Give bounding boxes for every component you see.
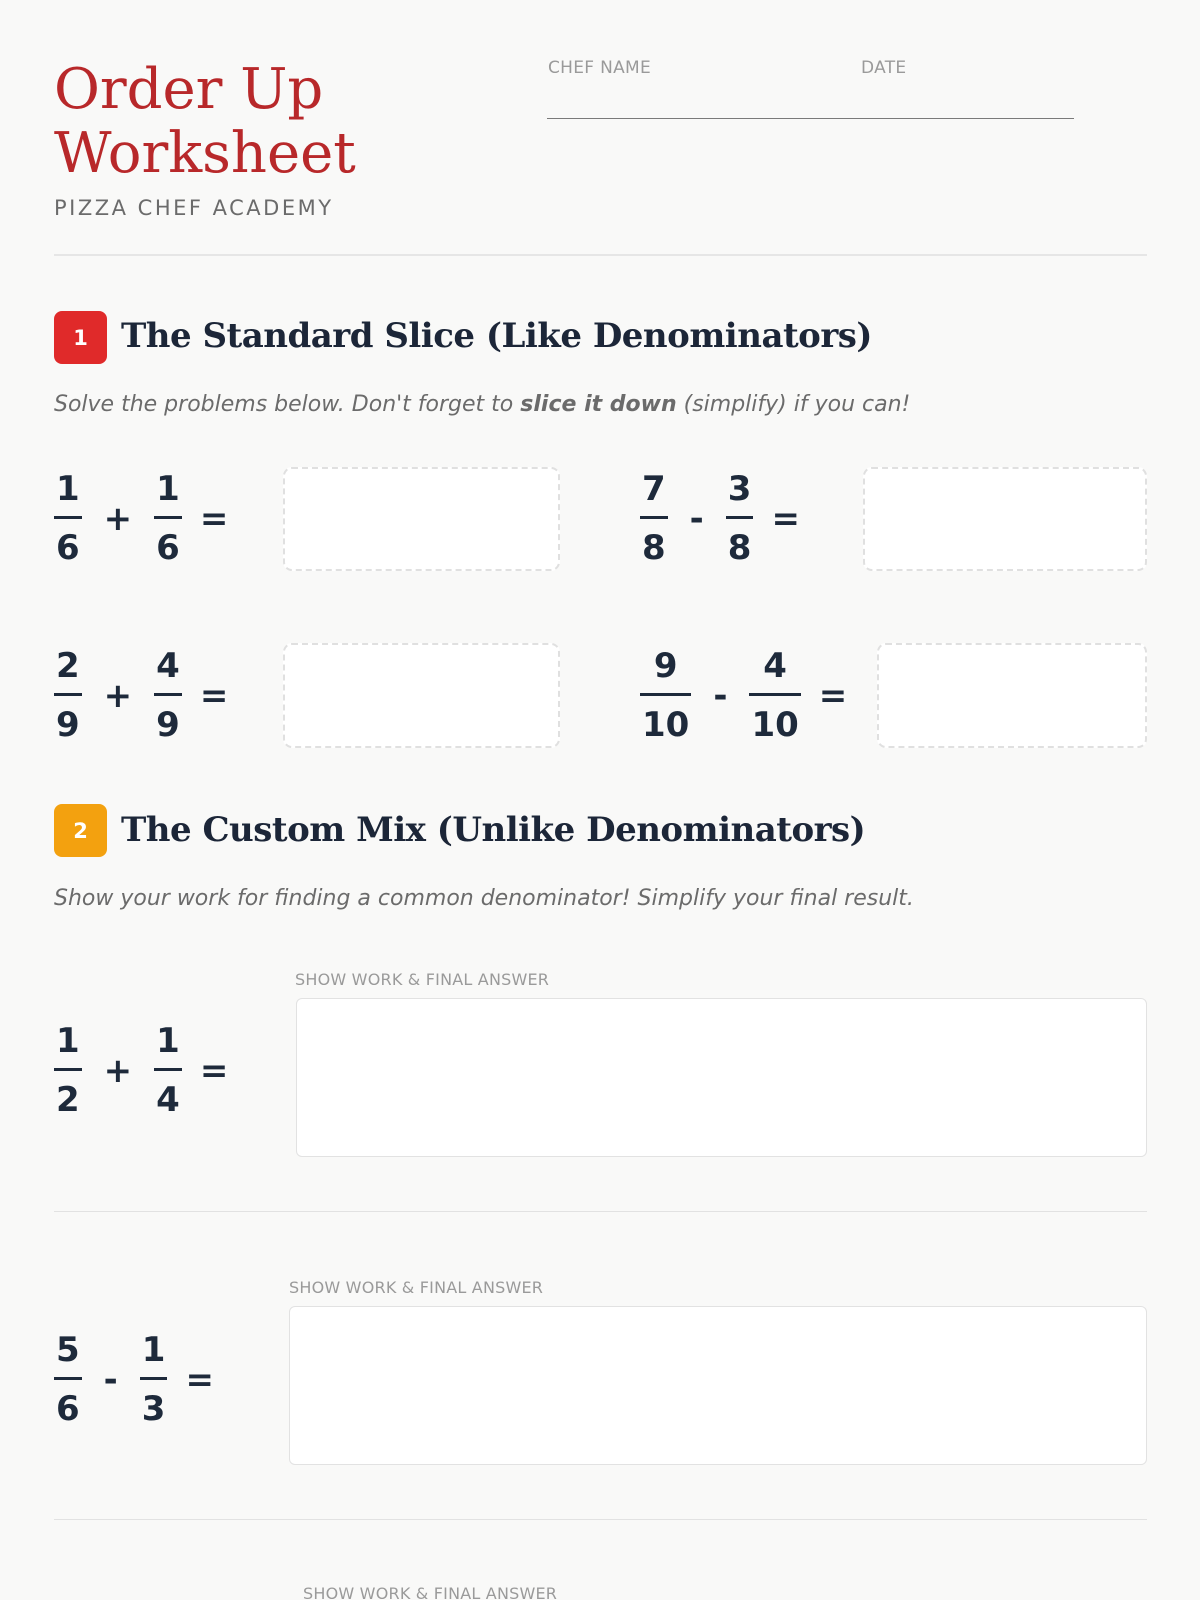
answer-box-3[interactable]	[283, 643, 560, 748]
section-2-badge: 2	[54, 804, 107, 857]
mix-problem-1-equation	[54, 1022, 228, 1119]
fraction-bar	[640, 516, 668, 519]
numerator: 3	[727, 469, 752, 509]
equals-sign: =	[199, 498, 229, 539]
fraction-bar	[154, 516, 182, 519]
equals-sign: =	[185, 1359, 214, 1400]
operator: +	[103, 498, 133, 539]
section-1-instructions	[54, 392, 910, 417]
denominator: 6	[56, 1389, 80, 1429]
problem-4-equation	[640, 647, 847, 744]
equals-sign: =	[818, 675, 848, 716]
fraction	[140, 1331, 168, 1428]
section-1-badge: 1	[54, 311, 107, 364]
fraction	[640, 470, 668, 567]
date-label: DATE	[861, 58, 907, 78]
fraction	[54, 470, 82, 567]
denominator: 8	[727, 528, 752, 568]
problem-3-equation	[54, 647, 228, 744]
numerator: 7	[642, 469, 666, 509]
denominator: 10	[642, 705, 690, 745]
fraction	[54, 1022, 82, 1119]
denominator: 8	[642, 528, 666, 568]
fraction	[640, 647, 691, 744]
numerator: 5	[56, 1330, 80, 1370]
numerator: 1	[156, 469, 180, 509]
fraction	[54, 1331, 82, 1428]
work-label-1: SHOW WORK & FINAL ANSWER	[295, 970, 550, 989]
fraction-bar	[154, 1068, 182, 1071]
denominator: 3	[141, 1389, 166, 1429]
denominator: 4	[156, 1080, 180, 1120]
numerator: 9	[653, 646, 678, 686]
fraction-bar	[140, 1377, 168, 1380]
denominator: 9	[156, 705, 180, 745]
operator: +	[103, 1050, 133, 1091]
problem-1-equation	[54, 470, 228, 567]
work-box-2[interactable]	[289, 1306, 1147, 1465]
section-1-title: The Standard Slice (Like Denominators)	[121, 316, 872, 356]
fraction-bar	[726, 516, 754, 519]
numerator: 1	[56, 469, 80, 509]
denominator: 6	[156, 528, 180, 568]
instructions-text-end: (simplify) if you can!	[676, 392, 911, 417]
section-2-title: The Custom Mix (Unlike Denominators)	[121, 810, 866, 850]
denominator: 2	[56, 1080, 80, 1120]
fraction	[154, 647, 182, 744]
work-label-2: SHOW WORK & FINAL ANSWER	[289, 1278, 544, 1297]
fraction-bar	[640, 693, 691, 696]
numerator: 4	[156, 646, 180, 686]
numerator: 4	[763, 646, 787, 686]
equals-sign: =	[771, 498, 800, 539]
numerator: 2	[56, 646, 80, 686]
problem-divider-2	[54, 1519, 1147, 1520]
numerator: 1	[56, 1021, 80, 1061]
answer-box-2[interactable]	[863, 467, 1147, 571]
fraction	[54, 647, 82, 744]
denominator: 6	[56, 528, 80, 568]
numerator: 1	[156, 1021, 180, 1061]
operator: -	[103, 1359, 118, 1400]
problem-2-equation	[640, 470, 800, 567]
fraction	[726, 470, 754, 567]
fraction-bar	[54, 1377, 82, 1380]
academy-subtitle: PIZZA CHEF ACADEMY	[54, 196, 334, 220]
mix-problem-2-equation	[54, 1331, 214, 1428]
work-box-1[interactable]	[296, 998, 1147, 1157]
answer-box-1[interactable]	[283, 467, 560, 571]
answer-box-4[interactable]	[877, 643, 1147, 748]
header-divider	[54, 254, 1147, 256]
equals-sign: =	[199, 1050, 229, 1091]
instructions-emphasis: slice it down	[520, 392, 677, 417]
fraction-bar	[54, 516, 82, 519]
fraction-bar	[54, 693, 82, 696]
numerator: 1	[141, 1330, 166, 1370]
operator: +	[103, 675, 133, 716]
denominator: 10	[751, 705, 799, 745]
fraction-bar	[749, 693, 800, 696]
denominator: 9	[56, 705, 80, 745]
instructions-text-start: Solve the problems below. Don't forget to	[54, 392, 521, 417]
fraction	[154, 470, 182, 567]
operator: -	[713, 675, 728, 716]
section-2-instructions: Show your work for finding a common denominator! Simplify your final result.	[54, 886, 914, 911]
worksheet-title: Order Up Worksheet	[54, 57, 356, 186]
fraction-bar	[54, 1068, 82, 1071]
fraction-bar	[154, 693, 182, 696]
fraction	[154, 1022, 182, 1119]
work-label-3: SHOW WORK & FINAL ANSWER	[303, 1584, 558, 1600]
fraction	[749, 647, 800, 744]
equals-sign: =	[199, 675, 229, 716]
chef-name-label: CHEF NAME	[548, 58, 652, 78]
operator: -	[689, 498, 704, 539]
problem-divider-1	[54, 1211, 1147, 1212]
name-date-line[interactable]	[547, 118, 1074, 119]
